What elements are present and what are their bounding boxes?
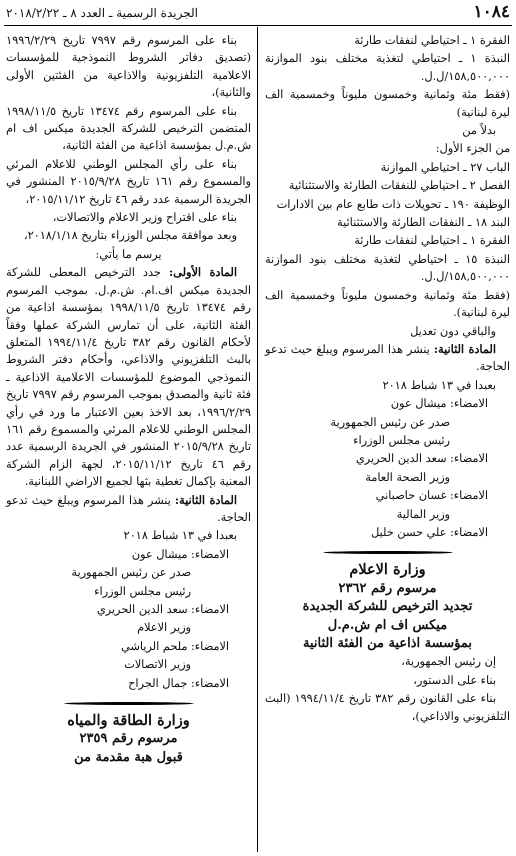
section-divider bbox=[265, 547, 510, 557]
budget-line: البند ١٨ ـ النفقات الطارئة والاستثنائية bbox=[337, 216, 510, 230]
signature-line: الامضاء: ميشال عون bbox=[131, 547, 229, 561]
issue-info: الجريدة الرسمية ـ العدد ٨ ـ ٢٠١٨/٢/٢٢ bbox=[6, 6, 198, 20]
ministry-title: وزارة الطاقة والمياه bbox=[67, 712, 190, 730]
column-divider bbox=[257, 27, 258, 852]
signature-line: الامضاء: ملحم الرياشي bbox=[120, 639, 229, 653]
signature-line: الامضاء: سعد الدين الحريري bbox=[96, 603, 229, 616]
recital: بناء على اقتراح وزير الاعلام والاتصالات، bbox=[52, 211, 237, 225]
decree-subject: قبول هبة مقدمة من bbox=[74, 749, 183, 765]
signature-line: وزير الاتصالات bbox=[124, 658, 191, 672]
signature-line: الامضاء: سعد الدين الحريري bbox=[355, 452, 488, 466]
article-text: ينشر هذا المرسوم ويبلغ حيث تدعو الحاجة. bbox=[265, 342, 510, 374]
decree-number: مرسوم رقم ٢٣٥٩ bbox=[79, 731, 178, 747]
budget-line: النبذة ١٥ ـ احتياطي لتغذية مختلف بنود الموازنة ١٥٨,٥٠٠,٠٠٠/ل.ل. bbox=[265, 252, 510, 284]
article-2 bbox=[265, 341, 510, 376]
ministry-title: وزارة الاعلام bbox=[349, 561, 426, 579]
decree-date: بعبدا في ١٣ شباط ٢٠١٨ bbox=[382, 378, 496, 392]
budget-line: النبذة ١ ـ احتياطي لتغذية مختلف بنود الموازنة ١٥٨,٥٠٠,٠٠٠/ل.ل. bbox=[265, 52, 510, 83]
right-column bbox=[265, 32, 510, 726]
article-text: ينشر هذا المرسوم ويبلغ حيث تدعو الحاجة. bbox=[6, 493, 251, 524]
preamble-line: بناء على الدستور، bbox=[413, 673, 496, 687]
article-2 bbox=[6, 492, 251, 527]
article-text: جدد الترخيص المعطى للشركة الجديدة ميكس اف.ام. ش.م.ل. بموجب المرسوم رقم ١٣٤٧٤ تاريخ ١٩٩٨/١١/٥ بمؤسسة اذاعية من الفئة الثانية، على أن تمارس الشركة عملها وفقاً لأحكام القانون رقم ٣٨٢ تاريخ ١٩٩٤/١١/٤ المتعلق بالبث التلفزيوني والاذاعي، وأحكام دفتر الشروط النموذجي الموضوع للمؤسسات الاعلامية الاذاعية ـ فئة ثانية والمصدق بموجب المرسوم رقم ٧٩٩٧ تاريخ ١٩٩٦/٢/٢٩، بعد الاخذ بعين الاعتبار ما ورد في رأي المجلس الوطني للاعلام المرئي والمسموع رقم ١٦١ تاريخ ٢٠١٥/٩/٢٨ المنشور في الجريدة الرسمية عدد رقم ٤٦ تاريخ ٢٠١٥/١١/١٢، لجهة الزام الشركة المعنية بإكمال تغطية بثها لجميع الاراضي اللبنانية. bbox=[6, 266, 251, 489]
signature-line: وزير الصحة العامة bbox=[365, 470, 450, 484]
left-column bbox=[6, 32, 251, 767]
recital: وبعد موافقة مجلس الوزراء بتاريخ ٢٠١٨/١/١٨، bbox=[23, 229, 237, 243]
recital: بناء على المرسوم رقم ٧٩٩٧ تاريخ ١٩٩٦/٢/٢٩ (تصديق دفاتر الشروط النموذجية للمؤسسات الاعلامية التلفزيونية والاذاعية من الفئتين الأولى والثانية)، bbox=[6, 34, 251, 100]
budget-line: بدلاً من bbox=[462, 124, 496, 138]
budget-line: (فقط مئة وثمانية وخمسون مليوناً وخمسمية الف ليرة لبنانية) bbox=[265, 88, 510, 119]
signature-line: الامضاء: ميشال عون bbox=[390, 397, 488, 411]
recital: بناء على المرسوم رقم ١٣٤٧٤ تاريخ ١٩٩٨/١١/٥ المتضمن الترخيص للشركة الجديدة ميكس اف ام ش.م.ل بمؤسسة اذاعية من الفئة الثانية، bbox=[6, 104, 251, 153]
decree-subject: بمؤسسة اذاعية من الفئة الثانية bbox=[303, 636, 472, 651]
budget-line: الفقرة ١ ـ احتياطي لنفقات طارئة bbox=[354, 234, 510, 248]
decree-number: مرسوم رقم ٢٣٦٢ bbox=[338, 580, 437, 596]
decree-subject: تجديد الترخيص للشركة الجديدة bbox=[302, 599, 473, 615]
budget-line: والباقي دون تعديل bbox=[410, 324, 496, 338]
decrees-heading: يرسم ما يأتي: bbox=[95, 247, 162, 261]
article-1 bbox=[6, 264, 251, 490]
decree-date: بعبدا في ١٣ شباط ٢٠١٨ bbox=[123, 529, 237, 543]
budget-line: الفقرة ١ ـ احتياطي لنفقات طارئة bbox=[354, 34, 510, 47]
page-header bbox=[0, 0, 516, 26]
preamble-line: بناء على القانون رقم ٣٨٢ تاريخ ١٩٩٤/١١/٤ (البث التلفزيوني والاذاعي)، bbox=[265, 692, 510, 723]
page-number: ١٠٨٤ bbox=[473, 2, 510, 22]
budget-line: الوظيفة ١٩٠ ـ تحويلات ذات طابع عام بين الادارات bbox=[276, 197, 510, 211]
article-label: المادة الثانية: bbox=[174, 492, 237, 507]
signature-line: صدر عن رئيس الجمهورية bbox=[330, 415, 450, 429]
budget-line: (فقط مئة وثمانية وخمسون مليوناً وخمسمية الف ليرة لبنانية). bbox=[265, 288, 510, 320]
signature-line: رئيس مجلس الوزراء bbox=[353, 433, 450, 447]
signature-line: وزير الاعلام bbox=[137, 621, 191, 635]
article-label: المادة الثانية: bbox=[433, 341, 496, 356]
signature-line: الامضاء: غسان حاصباني bbox=[375, 489, 488, 503]
budget-line: الباب ٢٧ ـ احتياطي الموازنة bbox=[380, 160, 510, 174]
article-label: المادة الأولى: bbox=[168, 265, 237, 280]
decree-subject: ميكس اف ام ش.م.ل bbox=[327, 617, 448, 633]
signature-line: وزير المالية bbox=[396, 507, 450, 521]
preamble-line: إن رئيس الجمهورية، bbox=[401, 655, 496, 669]
signature-line: الامضاء: علي حسن خليل bbox=[370, 525, 488, 539]
signature-line: الامضاء: جمال الجراح bbox=[128, 676, 229, 690]
budget-line: من الجزء الأول: bbox=[435, 142, 510, 156]
signature-line: صدر عن رئيس الجمهورية bbox=[71, 566, 191, 580]
section-divider bbox=[6, 698, 251, 708]
budget-line: الفصل ٢ ـ احتياطي للنفقات الطارئة والاستثنائية bbox=[288, 179, 510, 193]
header-rule bbox=[4, 25, 512, 26]
signature-line: رئيس مجلس الوزراء bbox=[94, 584, 191, 598]
recital: بناء على رأي المجلس الوطني للاعلام المرئي والمسموع رقم ١٦١ تاريخ ٢٠١٥/٩/٢٨ المنشور في الجريدة الرسمية عدد رقم ٤٦ تاريخ ٢٠١٥/١١/١٢، bbox=[6, 157, 251, 206]
